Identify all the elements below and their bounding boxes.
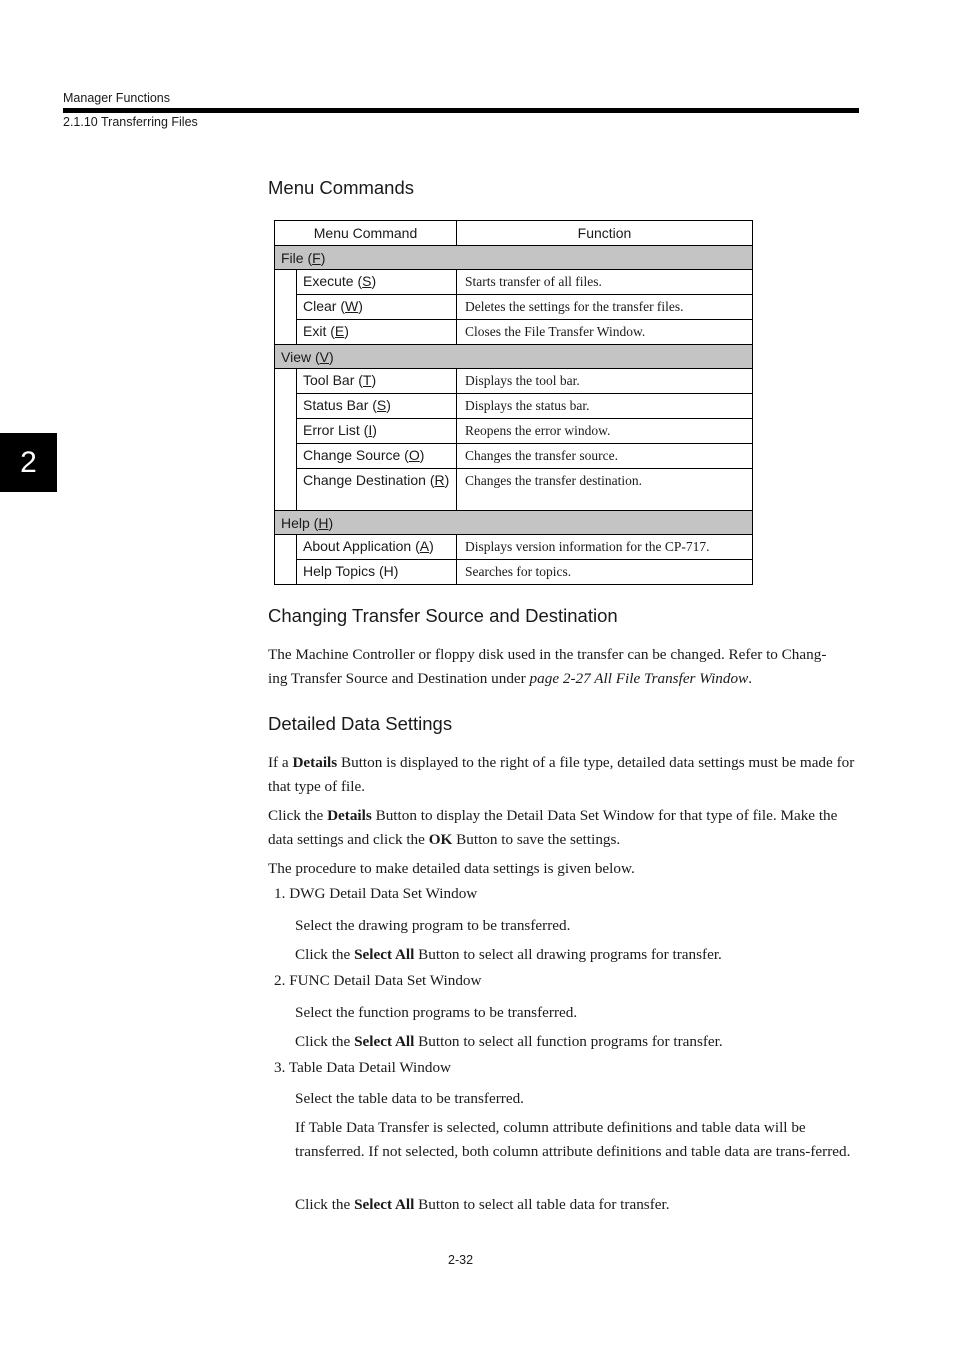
command-label: Status Bar ( xyxy=(303,397,377,413)
menu-command-cell xyxy=(297,394,457,419)
command-label: Tool Bar ( xyxy=(303,372,363,388)
page-reference-link[interactable]: page 2-27 All File Transfer Window xyxy=(529,670,749,687)
text-run: Click the xyxy=(295,946,355,963)
changing-paragraph xyxy=(268,643,860,691)
command-close: ) xyxy=(429,538,434,554)
group-close: ) xyxy=(329,348,334,365)
function-cell: Changes the transfer source. xyxy=(457,444,753,469)
group-name: View ( xyxy=(281,348,320,365)
running-header-section: Manager Functions xyxy=(63,91,171,105)
command-close: ) xyxy=(371,372,377,388)
step-3-text-a: Select the table data to be transferred. xyxy=(295,1090,524,1107)
menu-group-label xyxy=(275,345,753,369)
step-1-title: 1. DWG Detail Data Set Window xyxy=(274,885,478,902)
group-name: File ( xyxy=(281,249,313,266)
group-name: Help ( xyxy=(281,514,319,531)
column-header-function: Function xyxy=(457,221,753,246)
menu-command-cell xyxy=(297,419,457,444)
text-run: Button to select all function programs for transfer. xyxy=(414,1033,723,1050)
group-shortcut-key: F xyxy=(312,249,321,266)
menu-item-row xyxy=(275,419,753,444)
indent-cell xyxy=(275,320,297,345)
menu-command-cell xyxy=(297,560,457,585)
text-run: Button to display the Detail Data Set Window for that type of file. Make the data settings and click the xyxy=(268,807,838,848)
text-run: Button is displayed to the right of a file type, detailed data settings must be made for that type of file. xyxy=(268,754,855,795)
detailed-paragraph-2 xyxy=(268,804,860,852)
function-cell: Searches for topics. xyxy=(457,560,753,585)
text-run: Button to select all table data for transfer. xyxy=(414,1196,670,1213)
detailed-heading: Detailed Data Settings xyxy=(268,713,453,734)
command-shortcut-key: S xyxy=(362,273,372,289)
indent-cell xyxy=(275,295,297,320)
column-header-command: Menu Command xyxy=(275,221,457,246)
menu-command-cell xyxy=(297,469,457,511)
command-shortcut-key: O xyxy=(408,447,420,463)
menu-item-row xyxy=(275,444,753,469)
changing-line1: The Machine Controller or floppy disk used in the transfer can be changed. Refer to Chang- xyxy=(268,646,827,663)
command-shortcut-key: T xyxy=(362,372,372,388)
menu-group-label xyxy=(275,246,753,270)
command-label: Change Source ( xyxy=(303,447,409,463)
select-all-button-ref: Select All xyxy=(354,1196,415,1213)
menu-group-label xyxy=(275,511,753,535)
running-header-subsection: 2.1.10 Transferring Files xyxy=(63,115,198,129)
function-cell: Reopens the error window. xyxy=(457,419,753,444)
menu-item-row xyxy=(275,295,753,320)
text-run: Click the xyxy=(295,1033,355,1050)
menu-item-row xyxy=(275,469,753,511)
select-all-button-ref: Select All xyxy=(354,946,415,963)
menu-item-row xyxy=(275,369,753,394)
step-2-title: 2. FUNC Detail Data Set Window xyxy=(274,972,482,989)
text-run: Button to save the settings. xyxy=(452,831,621,848)
indent-cell xyxy=(275,444,297,469)
indent-cell xyxy=(275,270,297,295)
menu-command-cell xyxy=(297,369,457,394)
command-close: ) xyxy=(386,397,391,413)
command-shortcut-key: R xyxy=(434,472,445,488)
command-close: ) xyxy=(344,323,349,339)
command-shortcut-key: W xyxy=(345,298,359,314)
menu-command-cell xyxy=(297,535,457,560)
header-rule xyxy=(63,108,859,113)
function-cell: Displays version information for the CP-717. xyxy=(457,535,753,560)
command-label: Error List ( xyxy=(303,422,369,438)
function-cell: Changes the transfer destination. xyxy=(457,469,753,511)
function-cell: Displays the tool bar. xyxy=(457,369,753,394)
menu-item-row xyxy=(275,270,753,295)
command-label: About Application ( xyxy=(303,538,420,554)
menu-item-row xyxy=(275,394,753,419)
changing-line2-end: . xyxy=(748,670,753,687)
group-close: ) xyxy=(320,249,326,266)
step-1-text-a: Select the drawing program to be transferred. xyxy=(295,917,571,934)
group-close: ) xyxy=(328,514,334,531)
indent-cell xyxy=(275,560,297,585)
text-run: Button to select all drawing programs for transfer. xyxy=(414,946,722,963)
step-3-title: 3. Table Data Detail Window xyxy=(274,1059,452,1076)
changing-heading: Changing Transfer Source and Destination xyxy=(268,605,618,626)
menu-item-row xyxy=(275,560,753,585)
step-3-text-b: If Table Data Transfer is selected, column attribute definitions and table data will be transferred. If not selected, both column attribute definitions and table data are trans-ferred. xyxy=(295,1119,851,1160)
menu-command-cell xyxy=(297,320,457,345)
page-number: 2-32 xyxy=(448,1253,474,1267)
indent-cell xyxy=(275,419,297,444)
detailed-paragraph-3: The procedure to make detailed data settings is given below. xyxy=(268,860,635,877)
function-cell: Deletes the settings for the transfer files. xyxy=(457,295,753,320)
command-shortcut-key: S xyxy=(376,397,387,413)
command-shortcut-key: A xyxy=(419,538,430,554)
indent-cell xyxy=(275,394,297,419)
ok-button-ref: OK xyxy=(428,831,453,848)
command-close: ) xyxy=(371,273,377,289)
text-run: Click the xyxy=(268,807,328,824)
menu-command-cell xyxy=(297,270,457,295)
command-shortcut-key: E xyxy=(334,323,345,339)
command-label: Execute ( xyxy=(303,273,363,289)
menu-commands-heading: Menu Commands xyxy=(268,177,415,198)
indent-cell xyxy=(275,469,297,511)
menu-command-cell xyxy=(297,444,457,469)
command-close: ) xyxy=(372,422,377,438)
command-close: ) xyxy=(358,298,363,314)
indent-cell xyxy=(275,369,297,394)
text-run: If a xyxy=(268,754,293,771)
group-shortcut-key: H xyxy=(318,514,329,531)
menu-commands-table xyxy=(274,220,753,585)
group-shortcut-key: V xyxy=(319,348,329,365)
select-all-button-ref: Select All xyxy=(354,1033,415,1050)
command-label: Clear ( xyxy=(303,298,346,314)
menu-item-row xyxy=(275,320,753,345)
step-3-text-c xyxy=(295,1193,855,1217)
indent-cell xyxy=(275,535,297,560)
menu-group-row xyxy=(275,246,753,270)
details-button-ref: Details xyxy=(327,807,372,824)
function-cell: Displays the status bar. xyxy=(457,394,753,419)
text-run: Click the xyxy=(295,1196,355,1213)
changing-line2-start: ing Transfer Source and Destination under xyxy=(268,670,530,687)
menu-group-row xyxy=(275,511,753,535)
detailed-paragraph-1 xyxy=(268,751,860,799)
step-1-text-b xyxy=(295,943,855,967)
command-label: Help Topics (H) xyxy=(303,563,399,579)
menu-command-cell xyxy=(297,295,457,320)
command-label: Change Destination ( xyxy=(303,472,435,488)
function-cell: Closes the File Transfer Window. xyxy=(457,320,753,345)
command-shortcut-key: I xyxy=(368,422,373,438)
command-close: ) xyxy=(444,472,450,488)
command-label: Exit ( xyxy=(303,323,335,339)
command-close: ) xyxy=(419,447,425,463)
menu-item-row xyxy=(275,535,753,560)
step-2-text-a: Select the function programs to be transferred. xyxy=(295,1004,578,1021)
menu-group-row xyxy=(275,345,753,369)
function-cell: Starts transfer of all files. xyxy=(457,270,753,295)
details-button-ref: Details xyxy=(292,754,338,771)
chapter-tab: 2 xyxy=(0,433,57,492)
step-2-text-b xyxy=(295,1030,855,1054)
